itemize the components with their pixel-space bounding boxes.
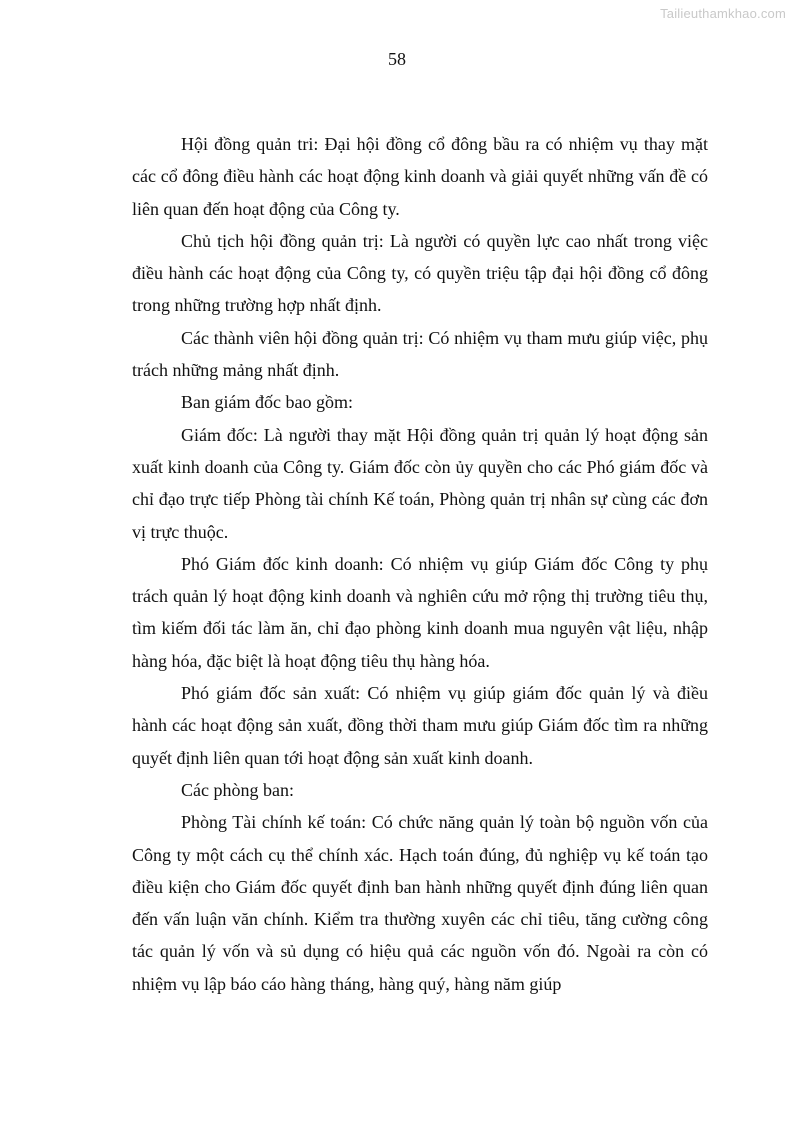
paragraph-departments-heading: Các phòng ban: [181, 779, 294, 800]
paragraph-deputy-business: Phó Giám đốc kinh doanh: Có nhiệm vụ giúp Giám đốc Công ty phụ trách quản lý hoạt động kinh doanh và nghiên cứu mở rộng thị trường tiêu thụ, tìm kiếm đối tác làm ăn, chỉ đạo phòng kinh doanh mua nguyên vật liệu, nhập hàng hóa, đặc biệt là hoạt động tiêu thụ hàng hóa. [132, 553, 708, 671]
document-body [132, 128, 708, 1000]
page-number: 58 [388, 49, 406, 69]
paragraph-chairman: Chủ tịch hội đồng quản trị: Là người có quyền lực cao nhất trong việc điều hành các hoạt động của Công ty, có quyền triệu tập đại hội đồng cổ đông trong những trường hợp nhất định. [132, 230, 708, 316]
watermark-text: Tailieuthamkhao.com [660, 6, 786, 21]
paragraph-board-of-directors: Hội đồng quản tri: Đại hội đồng cổ đông bầu ra có nhiệm vụ thay mặt các cổ đông điều hành các hoạt động kinh doanh và giải quyết những vấn đề có liên quan đến hoạt động của Công ty. [132, 134, 708, 219]
paragraph-director: Giám đốc: Là người thay mặt Hội đồng quản trị quản lý hoạt động sản xuất kinh doanh của Công ty. Giám đốc còn ủy quyền cho các Phó giám đốc và chỉ đạo trực tiếp Phòng tài chính Kế toán, Phòng quản trị nhân sự cùng các đơn vị trực thuộc. [132, 424, 708, 542]
paragraph-management-heading: Ban giám đốc bao gồm: [181, 392, 353, 413]
paragraph-board-members: Các thành viên hội đồng quản trị: Có nhiệm vụ tham mưu giúp việc, phụ trách những mảng nhất định. [132, 327, 708, 381]
paragraph-finance-department: Phòng Tài chính kế toán: Có chức năng quản lý toàn bộ nguồn vốn của Công ty một cách cụ thể chính xác. Hạch toán đúng, đủ nghiệp vụ kế toán tạo điều kiện cho Giám đốc quyết định ban hành những quyết định đúng liên quan đến vấn luận văn chính. Kiểm tra thường xuyên các chỉ tiêu, tăng cường công tác quản lý vốn và sủ dụng có hiệu quả các nguồn vốn đó. Ngoài ra còn có nhiệm vụ lập báo cáo hàng tháng, hàng quý, hàng năm giúp [132, 812, 708, 994]
paragraph-deputy-production: Phó giám đốc sản xuất: Có nhiệm vụ giúp giám đốc quản lý và điều hành các hoạt động sản xuất, đồng thời tham mưu giúp Giám đốc tìm ra những quyết định liên quan tới hoạt động sản xuất kinh doanh. [132, 683, 708, 768]
